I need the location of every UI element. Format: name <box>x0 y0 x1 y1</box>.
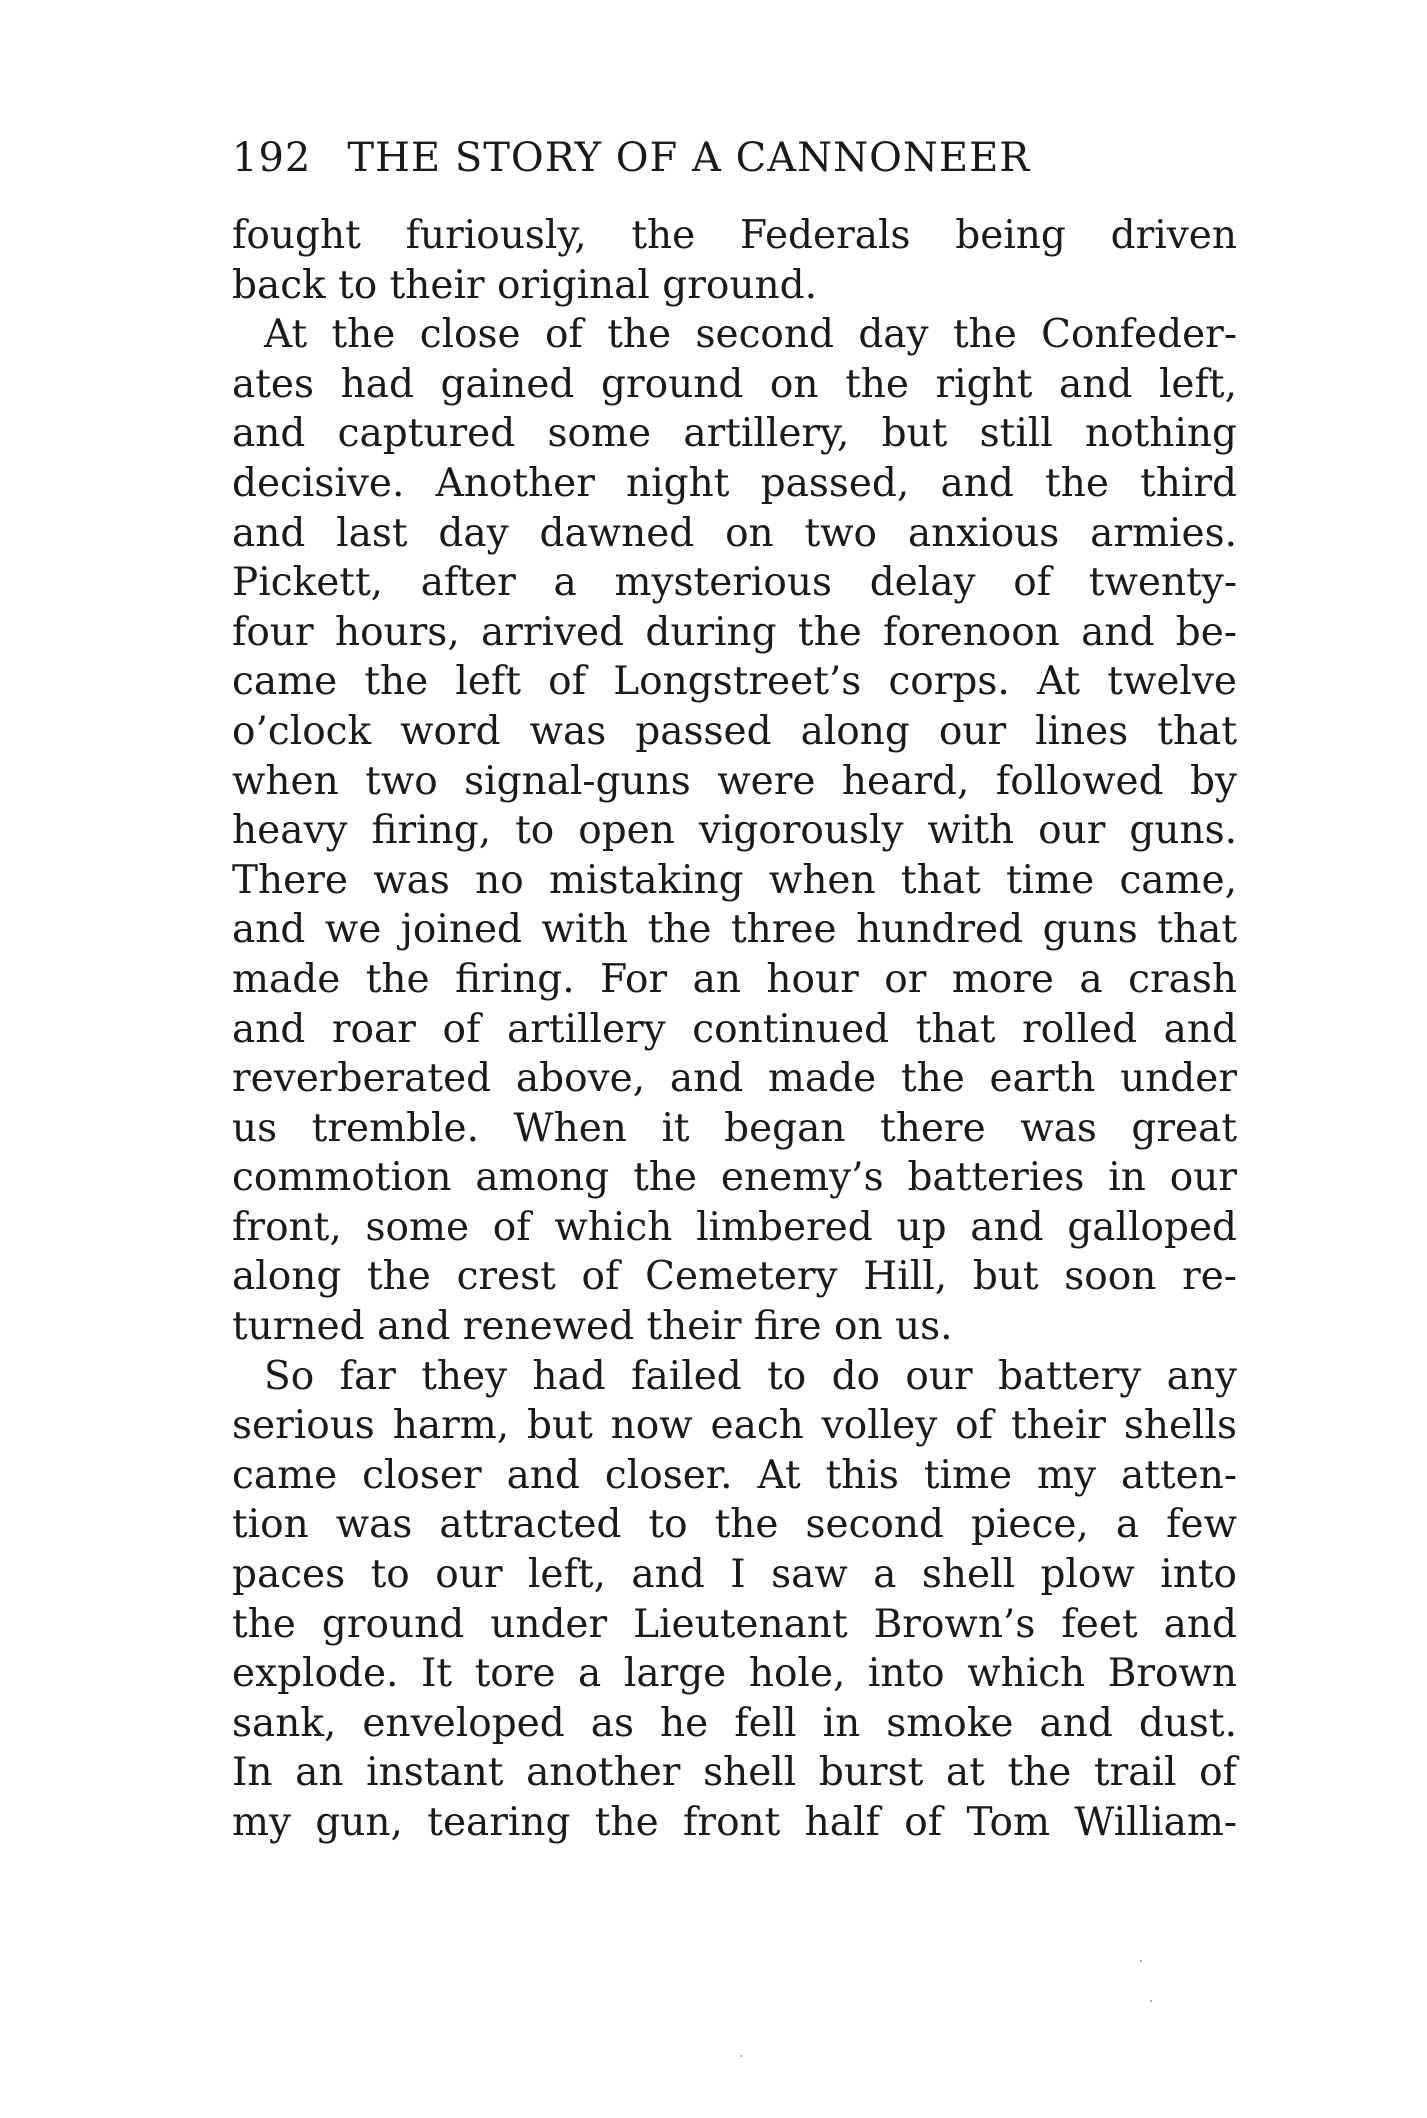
text-line: o’clock word was passed along our lines that <box>232 708 1237 754</box>
running-head <box>232 128 1237 188</box>
text-line: fought furiously, the Federals being driven <box>232 213 1237 258</box>
text-line: back to their original ground. <box>232 262 817 308</box>
text-line: In an instant another shell burst at the trail of <box>232 1750 1237 1796</box>
text-line: explode. It tore a large hole, into which Brown <box>232 1651 1237 1697</box>
text-line: my gun, tearing the front half of Tom William- <box>232 1800 1237 1845</box>
text-line: came the left of Longstreet’s corps. At twelve <box>232 659 1237 705</box>
text-line: four hours, arrived during the forenoon and be- <box>232 609 1237 655</box>
text-line: came closer and closer. At this time my atten- <box>232 1452 1237 1498</box>
text-line: ates had gained ground on the right and left, <box>232 361 1237 407</box>
text-line: made the firing. For an hour or more a crash <box>232 956 1237 1002</box>
text-line: commotion among the enemy’s batteries in our <box>232 1155 1237 1201</box>
body-text <box>232 211 1237 1848</box>
text-line: along the crest of Cemetery Hill, but soon re- <box>232 1254 1237 1300</box>
scan-speck <box>740 2055 742 2057</box>
text-line: front, some of which limbered up and galloped <box>232 1204 1237 1250</box>
text-line: the ground under Lieutenant Brown’s feet and <box>232 1601 1237 1647</box>
text-line: So far they had failed to do our battery any <box>264 1353 1237 1399</box>
text-line: paces to our left, and I saw a shell plow into <box>232 1552 1237 1598</box>
text-line: and last day dawned on two anxious armies. <box>232 510 1237 556</box>
text-line: us tremble. When it began there was great <box>232 1105 1237 1151</box>
text-line: Pickett, after a mysterious delay of twenty- <box>232 560 1237 606</box>
text-line: when two signal-guns were heard, followed by <box>232 758 1237 804</box>
text-line: turned and renewed their fire on us. <box>232 1304 953 1350</box>
book-title: THE STORY OF A CANNONEER <box>347 135 1031 181</box>
text-line: and captured some artillery, but still nothing <box>232 411 1237 457</box>
text-line: sank, enveloped as he fell in smoke and dust. <box>232 1700 1237 1746</box>
scan-speck <box>1150 2000 1152 2002</box>
page-number: 192 <box>232 135 312 181</box>
text-line: There was no mistaking when that time came, <box>232 857 1237 903</box>
text-line: and roar of artillery continued that rolled and <box>232 1006 1237 1052</box>
text-line: and we joined with the three hundred guns that <box>232 907 1237 953</box>
text-line: heavy firing, to open vigorously with our guns. <box>232 808 1237 854</box>
text-line: At the close of the second day the Confeder- <box>264 312 1237 358</box>
text-line: tion was attracted to the second piece, a few <box>232 1502 1237 1548</box>
text-line: decisive. Another night passed, and the third <box>232 460 1237 506</box>
text-line: reverberated above, and made the earth under <box>232 1056 1237 1102</box>
text-line: serious harm, but now each volley of their shells <box>232 1403 1237 1449</box>
scan-speck <box>1140 1960 1142 1962</box>
